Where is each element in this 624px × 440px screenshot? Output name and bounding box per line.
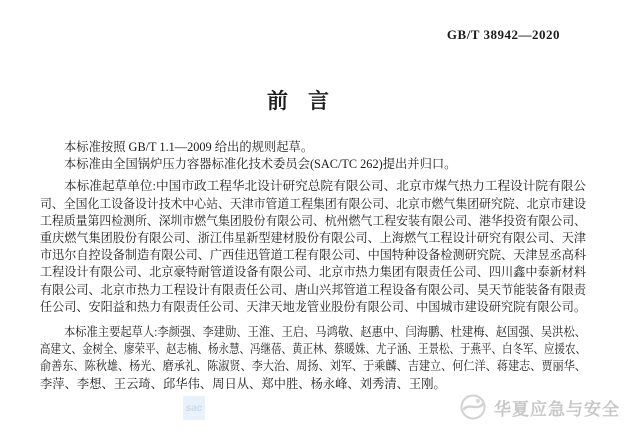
page-title-char-2: 言 (308, 89, 329, 113)
text-line: 李萍、李想、王云琦、邱华伟、周日从、郑中胜、杨永峰、刘秀清、王刚。 (40, 376, 446, 391)
text-line: 本标准按照 GB/T 1.1—2009 给出的规则起草。 (64, 140, 314, 154)
paragraph-intro (40, 139, 586, 173)
text-line: 俞善东、陈秋雄、杨光、磨承礼、陈淑贤、李大治、周扬、刘军、于乘麟、吉建立、何仁洋、蒋建志、贾丽华、 (40, 359, 586, 374)
page-title-char-1: 前 (267, 89, 288, 113)
text-line: 本标准起草单位:中国市政工程华北设计研究总院有限公司、北京市煤气热力工程设计院有限公 (64, 179, 586, 194)
text-line: 重庆燃气集团股份有限公司、浙江伟星新型建材股份有限公司、上海燃气工程设计研究有限公司、天津 (40, 231, 586, 246)
page-title (40, 85, 556, 115)
brand-watermark-label: 华夏应急与安全 (494, 399, 620, 419)
text-line: 市迅尔自控设备制造有限公司、广西佳迅管道工程有限公司、中国特种设备检测研究院、天津昱丞高科 (40, 248, 586, 263)
sac-watermark-badge (183, 396, 205, 420)
standard-number: GB/T 38942—2020 (446, 27, 560, 42)
text-line: 司、全国化工设备设计技术中心站、天津市管道工程集团有限公司、北京市燃气集团研究院、北京市建设 (40, 196, 586, 211)
brand-watermark (459, 393, 620, 421)
text-line: 高建文、金树全、廖荣平、赵志楠、杨永慧、冯继蓓、黄正林、蔡暖姝、尤子涵、王景松、于燕平、白冬军、应援农、 (40, 342, 586, 357)
sac-watermark-label: sac (185, 402, 203, 414)
text-line: 工程质量第四检测所、深圳市燃气集团股份有限公司、杭州燃气工程安装有限公司、港华投资有限公司、 (40, 213, 586, 228)
paragraph-drafters (40, 324, 586, 393)
text-line: 工程设计有限公司、北京豪特耐管道设备有限公司、北京市热力集团有限责任公司、四川鑫中泰新材料 (40, 265, 586, 280)
text-line: 有限公司、北京市热力工程设计有限责任公司、唐山兴邦管道工程设备有限公司、昊天节能装备有限责 (40, 282, 586, 297)
text-line: 任公司、安阳益和热力有限责任公司、天津天地龙管业股份有限公司、中国城市建设研究院有限公司。 (40, 299, 586, 314)
text-line: 本标准由全国锅炉压力容器标准化技术委员会(SAC/TC 262)提出并归口。 (64, 157, 457, 172)
foreword-body (40, 139, 586, 393)
paragraph-drafting-units (40, 178, 586, 316)
text-line: 本标准主要起草人:李颜强、李建勋、王淮、王启、马鸿敬、赵惠中、闫海鹏、杜建梅、赵国强、吴洪松、 (64, 325, 586, 340)
brand-logo-icon (459, 393, 487, 421)
